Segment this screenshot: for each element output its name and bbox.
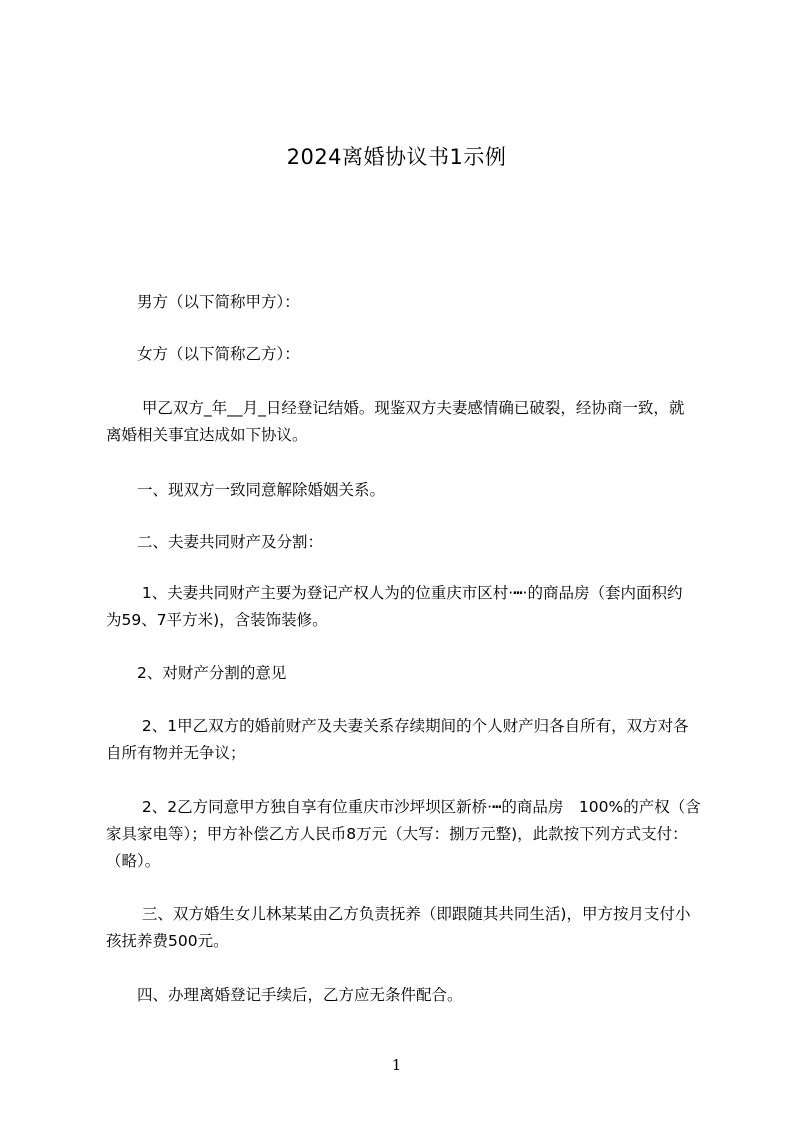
paragraph-line: 女方（以下简称乙方）： bbox=[106, 345, 300, 363]
paragraph-line: 1、夫妻共同财产主要为登记产权人为的位重庆市区村·┅·的商品房（套内面积约 bbox=[106, 584, 683, 602]
clause-two-item-2-2 bbox=[106, 794, 718, 875]
clause-three bbox=[106, 901, 718, 955]
paragraph-line: （略）。 bbox=[106, 852, 161, 870]
paragraph-line: 为59、7平方米)，含装饰装修。 bbox=[106, 611, 328, 629]
clause-two-heading bbox=[106, 529, 718, 556]
paragraph-line: 二、夫妻共同财产及分割： bbox=[106, 533, 324, 551]
clause-four bbox=[106, 982, 718, 1009]
paragraph-line: 孩抚养费500元。 bbox=[106, 932, 229, 950]
paragraph-line: 甲乙双方_年__月_日经登记结婚。现鉴双方夫妻感情确已破裂，经协商一致，就 bbox=[106, 399, 685, 417]
clause-two-item-2-1 bbox=[106, 713, 718, 767]
paragraph-preamble bbox=[106, 395, 718, 449]
paragraph-line: 2、对财产分割的意见 bbox=[106, 664, 287, 682]
paragraph-line: 自所有物并无争议； bbox=[106, 744, 246, 762]
paragraph-line: 2、1甲乙双方的婚前财产及夫妻关系存续期间的个人财产归各自所有，双方对各 bbox=[106, 717, 689, 735]
paragraph-line: 家具家电等）；甲方补偿乙方人民币8万元（大写：捌万元整)，此款按下列方式支付： bbox=[106, 825, 688, 843]
clause-two-item-2 bbox=[106, 660, 718, 687]
clause-one bbox=[106, 477, 718, 504]
paragraph-male-party bbox=[106, 289, 718, 316]
paragraph-line: 男方（以下简称甲方）： bbox=[106, 293, 300, 311]
paragraph-female-party bbox=[106, 341, 718, 368]
paragraph-line: 三、双方婚生女儿林某某由乙方负责抚养（即跟随其共同生活)，甲方按月支付小 bbox=[106, 905, 691, 923]
clause-two-item-1 bbox=[106, 580, 718, 634]
paragraph-line: 离婚相关事宜达成如下协议。 bbox=[106, 426, 308, 444]
page-number: 1 bbox=[391, 1056, 402, 1074]
paragraph-line: 2、2乙方同意甲方独自享有位重庆市沙坪坝区新桥·┅的商品房 100%的产权（含 bbox=[106, 798, 701, 816]
paragraph-line: 四、办理离婚登记手续后，乙方应无条件配合。 bbox=[106, 986, 463, 1004]
document-title: 2024离婚协议书1示例 bbox=[286, 145, 507, 169]
paragraph-line: 一、现双方一致同意解除婚姻关系。 bbox=[106, 481, 386, 499]
